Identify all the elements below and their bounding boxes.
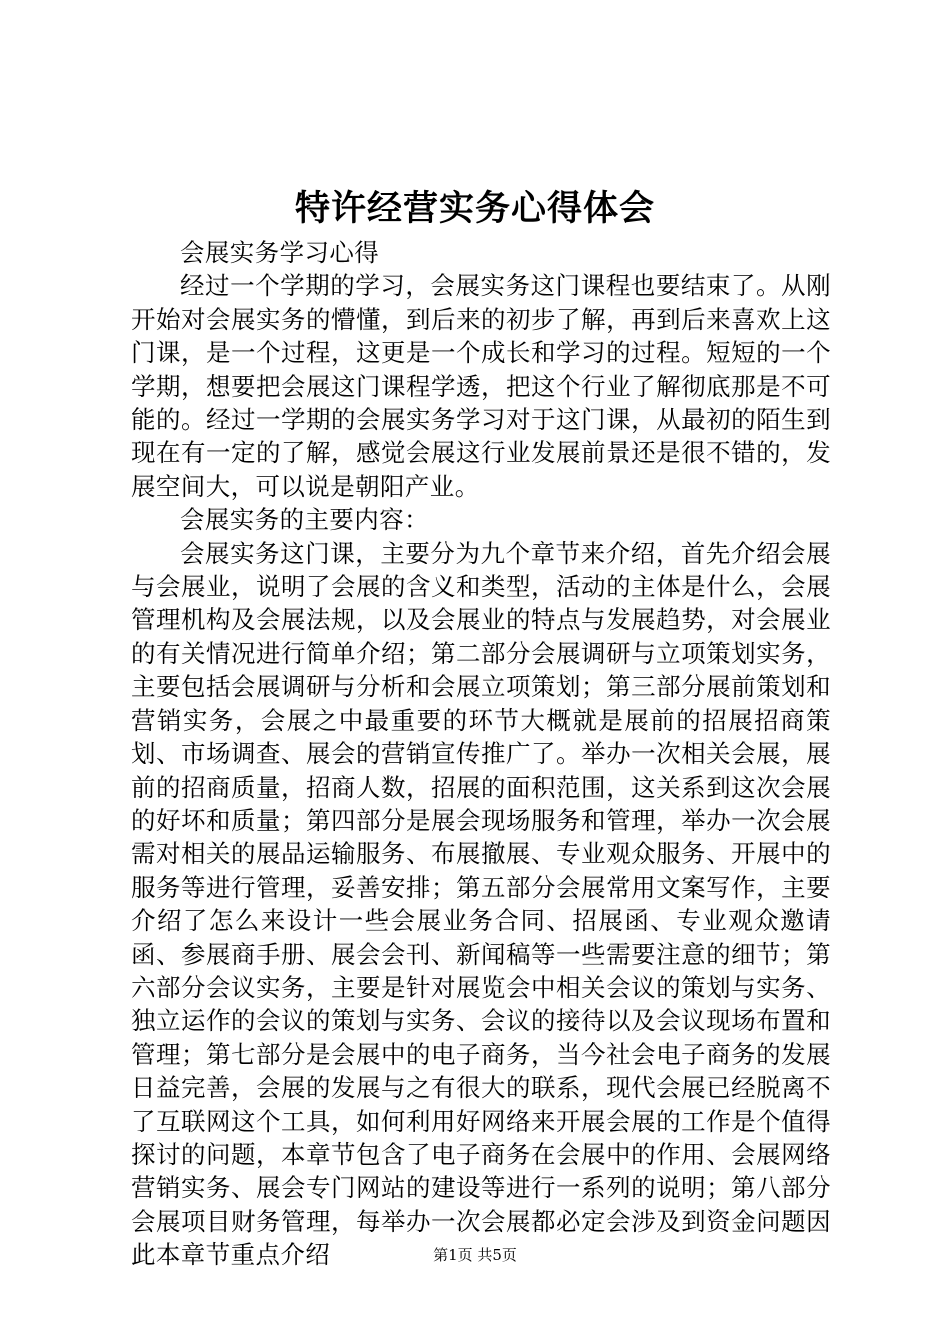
paragraph-intro: 经过一个学期的学习，会展实务这门课程也要结束了。从刚开始对会展实务的懵懂，到后来的初步了解，再到后来喜欢上这门课，是一个过程，这更是一个成长和学习的过程。短短的一个学期，想要把会展这门课程学透，把这个行业了解彻底那是不可能的。经过一学期的会展实务学习对于这门课，从最初的陌生到现在有一定的了解，感觉会展这行业发展前景还是很不错的，发展空间大，可以说是朝阳产业。 bbox=[131, 271, 831, 501]
page-number-footer: 第1页 共5页 bbox=[433, 1246, 517, 1264]
document-body bbox=[131, 236, 831, 1272]
paragraph-content-detail: 会展实务这门课，主要分为九个章节来介绍，首先介绍会展与会展业，说明了会展的含义和类型，活动的主体是什么，会展管理机构及会展法规，以及会展业的特点与发展趋势，对会展业的有关情况进行简单介绍；第二部分会展调研与立项策划实务，主要包括会展调研与分析和会展立项策划；第三部分展前策划和营销实务，会展之中最重要的环节大概就是展前的招展招商策划、市场调查、展会的营销宣传推广了。举办一次相关会展，展前的招商质量，招商人数，招展的面积范围，这关系到这次会展的好坏和质量；第四部分是展会现场服务和管理，举办一次会展需对相关的展品运输服务、布展撤展、专业观众服务、开展中的服务等进行管理，妥善安排；第五部分会展常用文案写作，主要介绍了怎么来设计一些会展业务合同、招展函、专业观众邀请函、参展商手册、展会会刊、新闻稿等一些需要注意的细节；第六部分会议实务，主要是针对展览会中相关会议的策划与实务、独立运作的会议的策划与实务、会议的接待以及会议现场布置和管理；第七部分是会展中的电子商务，当今社会电子商务的发展日益完善，会展的发展与之有很大的联系，现代会展已经脱离不了互联网这个工具，如何利用好网络来开展会展的工作是个值得探讨的问题，本章节包含了电子商务在会展中的作用、会展网络营销实务、展会专门网站的建设等进行一系列的说明；第八部分会展项目财务管理，每举办一次会展都必定会涉及到资金问题因此本章节重点介绍 bbox=[131, 538, 831, 1270]
paragraph-subtitle: 会展实务学习心得 bbox=[180, 238, 380, 267]
paragraph-heading-content: 会展实务的主要内容： bbox=[180, 505, 429, 535]
document-title: 特许经营实务心得体会 bbox=[294, 188, 655, 229]
